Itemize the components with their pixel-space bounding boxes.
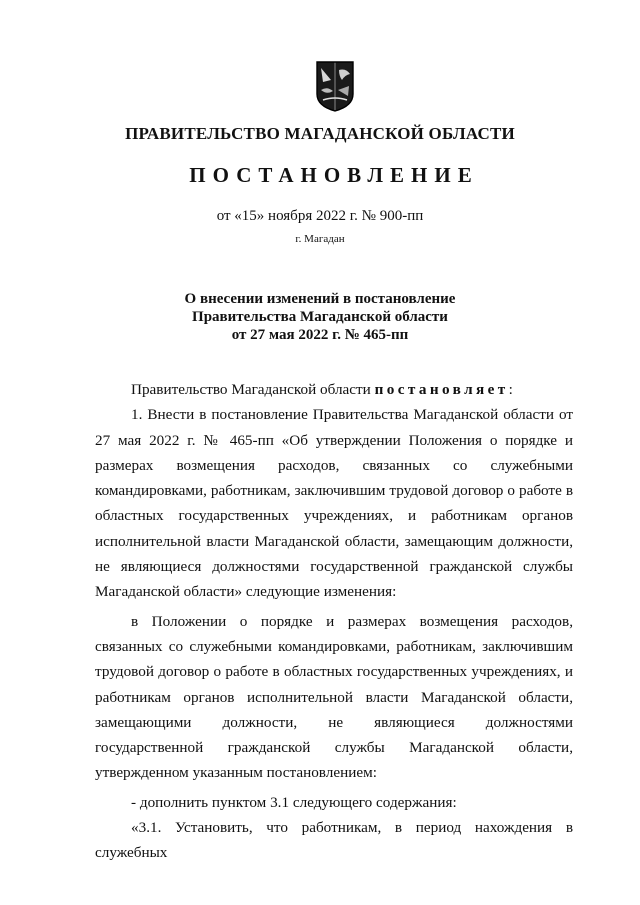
paragraph-item-4: «3.1. Установить, что работникам, в период нахождения в служебных (95, 819, 573, 862)
intro-end: : (508, 381, 513, 398)
document-city: г. Магадан (295, 233, 345, 245)
document-date-number: от «15» ноября 2022 г. № 900-пп (216, 208, 424, 224)
coat-of-arms-icon (315, 60, 355, 112)
intro-text: Правительство Магаданской области (131, 381, 371, 398)
subject-line: О внесении изменений в постановление (184, 291, 456, 307)
government-name: ПРАВИТЕЛЬСТВО МАГАДАНСКОЙ ОБЛАСТИ (125, 124, 515, 143)
paragraph-item-2: в Положении о порядке и размерах возмещения расходов, связанных со служебными командировками, работникам, заключившим трудовой договор о работе в областных государственных учреждениях, и работникам органов исполнительной власти Магаданской области, замещающими должности, не являющиеся должностями государственной гражданской службы Магаданской области, утвержденном указанным постановлением: (95, 612, 573, 782)
paragraph-item-1: 1. Внести в постановление Правительства Магаданской области от 27 мая 2022 г. № 465-пп «Об утверждении Положения о порядке и размерах возмещения расходов, связанных со служебными командировками, работникам, заключившим трудовой договор о работе в областных государственных учреждениях, и работникам органов исполнительной власти Магаданской области, замещающим должности, не являющиеся должностями государственной гражданской службы Магаданской области» следующие изменения: (95, 406, 573, 601)
document-type-title: ПОСТАНОВЛЕНИЕ (189, 163, 479, 187)
intro-paragraph (95, 377, 573, 402)
subject-line: Правительства Магаданской области (192, 309, 448, 325)
document-subject (0, 290, 640, 344)
paragraph-item-3: - дополнить пунктом 3.1 следующего содержания: (131, 793, 457, 811)
document-body (95, 377, 573, 866)
subject-line: от 27 мая 2022 г. № 465-пп (231, 327, 409, 343)
intro-verb: постановляет (374, 381, 509, 398)
